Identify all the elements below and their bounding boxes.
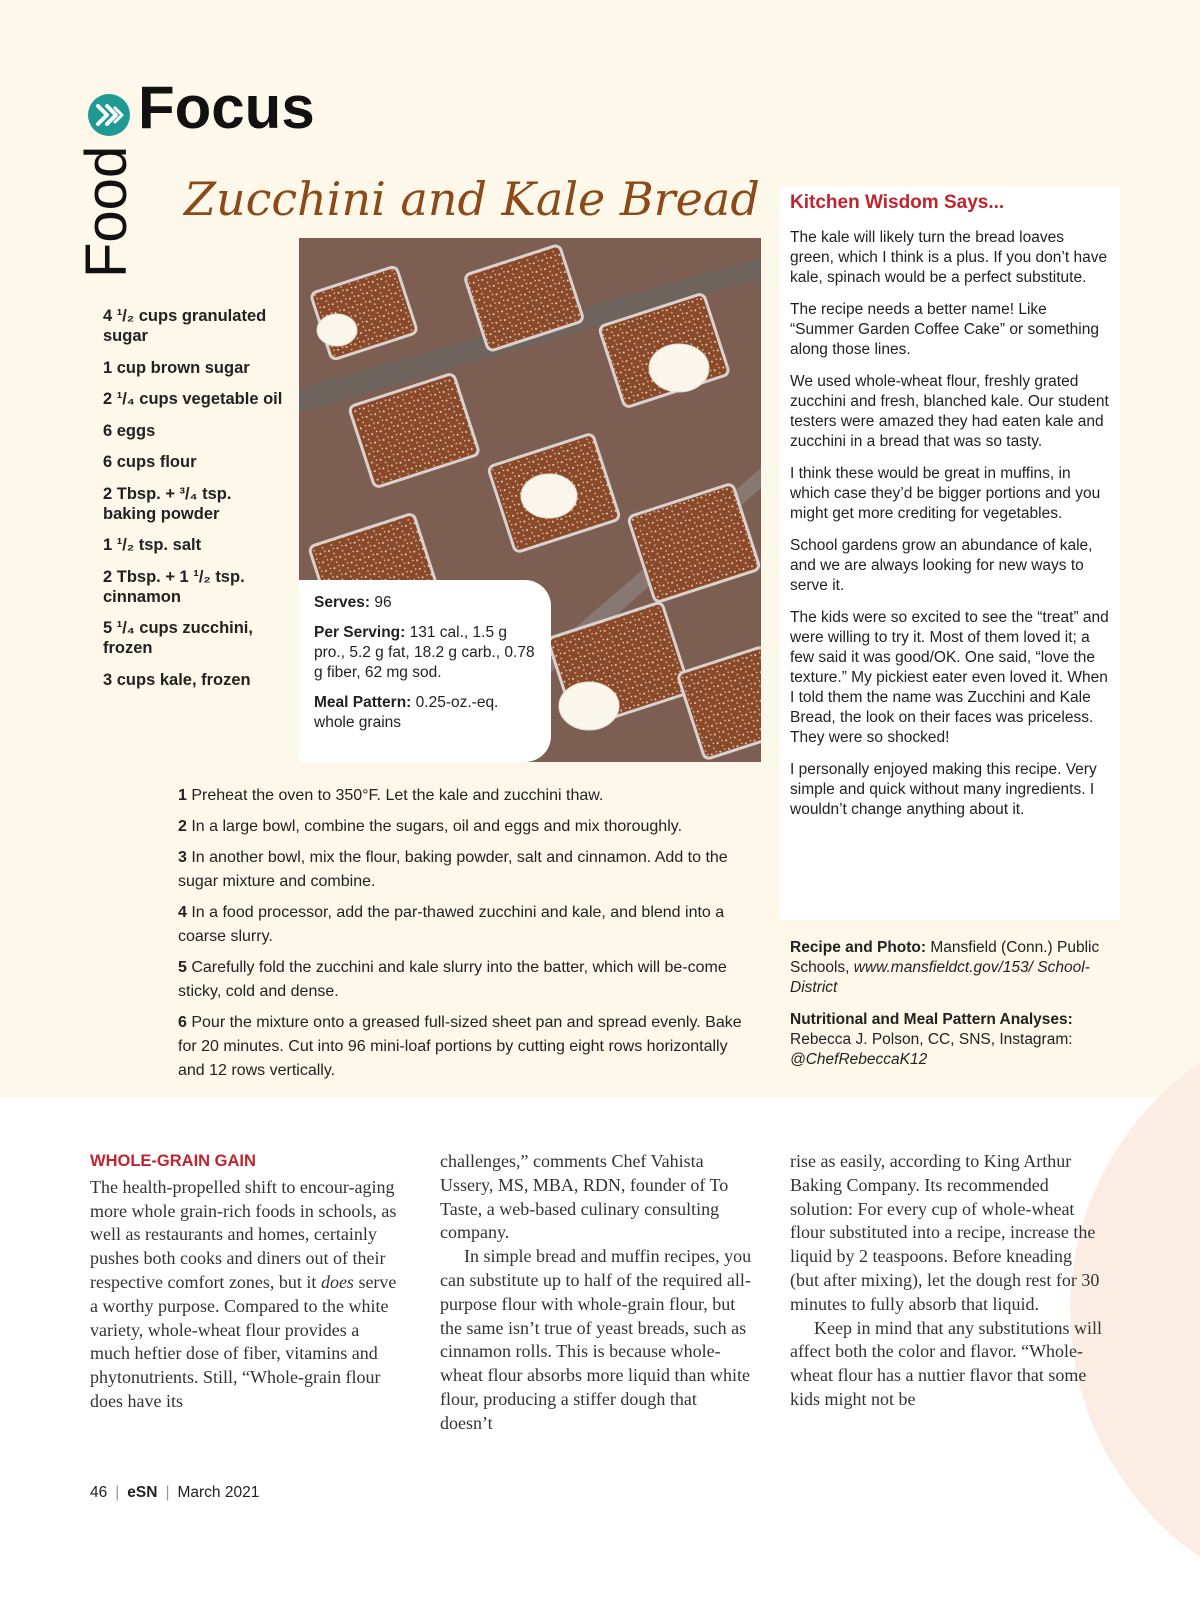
step-text: In another bowl, mix the flour, baking powder, salt and cinnamon. Add to the sugar mixture and combine. — [178, 849, 728, 890]
ingredient-item: 2 Tbsp. + ³/₄ tsp. baking powder — [103, 484, 232, 523]
footer-divider: | — [115, 1484, 120, 1501]
sidebar-paragraph: I personally enjoyed making this recipe. Very simple and quick without many ingredients. I wouldn’t change anything about it. — [790, 761, 1097, 818]
serves-value: 96 — [370, 594, 392, 611]
issue-date: March 2021 — [177, 1484, 260, 1501]
step-text: In a large bowl, combine the sugars, oil and eggs and mix thoroughly. — [186, 818, 683, 835]
photo-credit — [790, 938, 1110, 998]
double-chevron-right-icon — [88, 94, 130, 136]
step-number: 4 — [178, 904, 187, 921]
article-section-heading: WHOLE-GRAIN GAIN — [90, 1152, 256, 1170]
serves-line — [314, 593, 537, 613]
photo-credit-link[interactable]: www.mansfieldct.gov/153/ School-District — [790, 959, 1090, 996]
photo-credit-text: Mansfield (Conn.) Public Schools, — [790, 939, 1100, 976]
analysis-credit-text: Rebecca J. Polson, CC, SNS, Instagram: — [790, 1031, 1073, 1048]
footer-divider: | — [165, 1484, 170, 1501]
recipe-credits — [790, 938, 1110, 1082]
article-paragraph — [90, 1176, 402, 1414]
meal-pattern-line — [314, 693, 537, 733]
analysis-credit-label: Nutritional and Meal Pattern Analyses: — [790, 1011, 1073, 1028]
article-text: The health-propelled shift to encour-aging more whole grain-rich foods in schools, as well as restaurants and homes, certainly pushes both cooks and diners out of their respective comfort zones, but it — [90, 1176, 397, 1292]
sidebar-paragraph: School gardens grow an abundance of kale, and we are always looking for new ways to serve it. — [790, 537, 1093, 594]
article-emphasis: does — [320, 1271, 354, 1292]
step-item — [178, 846, 758, 894]
recipe-steps — [178, 784, 758, 1090]
article-paragraph: In simple bread and muffin recipes, you can substitute up to half of the required all-purpose flour with whole-grain flour, but the same isn’t true of yeast breads, such as cinnamon rolls. This is because whole-wheat flour absorbs more liquid than white flour, producing a stiffer dough that doesn’t — [440, 1246, 752, 1433]
sidebar-paragraph: I think these would be great in muffins, in which case they’d be bigger portions and you might get more crediting for vegetables. — [790, 465, 1101, 522]
sidebar-paragraph: The kids were so excited to see the “treat” and were willing to try it. Most of them loved it; a few said it was good/OK. One said, “love the texture.” My pickiest eater even loved it. When I told them the name was Zucchini and Kale Bread, the look on their faces was priceless. They were so shocked! — [790, 609, 1109, 746]
page-number: 46 — [90, 1484, 108, 1501]
article-paragraph: Keep in mind that any substitutions will affect both the color and flavor. “Whole-wheat flour has a nuttier flavor that some kids might not be — [790, 1317, 1102, 1409]
step-item — [178, 1011, 758, 1083]
kitchen-wisdom-sidebar — [780, 186, 1120, 920]
step-number: 5 — [178, 959, 187, 976]
meal-pattern-label: Meal Pattern: — [314, 694, 412, 711]
step-item — [178, 956, 758, 1004]
article-column-1 — [90, 1150, 402, 1414]
per-serving-value: 131 cal., 1.5 g pro., 5.2 g fat, 18.2 g carb., 0.78 g fiber, 62 mg sod. — [314, 624, 535, 681]
step-text: In a food processor, add the par-thawed zucchini and kale, and blend into a coarse slurry. — [178, 904, 725, 945]
photo-credit-label: Recipe and Photo: — [790, 939, 927, 956]
sidebar-paragraph: The recipe needs a better name! Like “Summer Garden Coffee Cake” or something along those lines. — [790, 301, 1099, 358]
article-column-2 — [440, 1150, 752, 1436]
instagram-handle[interactable]: @ChefRebeccaK12 — [790, 1051, 928, 1068]
step-text: Preheat the oven to 350°F. Let the kale and zucchini thaw. — [186, 787, 604, 804]
step-text: Pour the mixture onto a greased full-sized sheet pan and spread evenly. Bake for 20 minutes. Cut into 96 mini-loaf portions by cutting eight rows horizontally and 12 rows vertically. — [178, 1014, 742, 1079]
sidebar-paragraph: We used whole-wheat flour, freshly grated zucchini and fresh, blanched kale. Our student testers were amazed they had eaten kale and zucchini in a bread that was so tasty. — [790, 373, 1109, 450]
section-title-food: Food — [74, 145, 139, 278]
ingredient-item: 1 ¹/₂ tsp. salt — [103, 536, 202, 554]
per-serving-line — [314, 623, 537, 683]
meal-pattern-value: 0.25-oz.-eq. whole grains — [314, 694, 499, 731]
analysis-credit — [790, 1010, 1110, 1070]
recipe-title: Zucchini and Kale Bread — [184, 172, 760, 226]
per-serving-label: Per Serving: — [314, 624, 406, 641]
article-column-3 — [790, 1150, 1102, 1412]
ingredient-item: 1 cup brown sugar — [103, 358, 250, 377]
article-text: serve a worthy purpose. Compared to the white variety, whole-wheat flour provides a much heftier dose of fiber, vitamins and phytonutrients. Still, “Whole-grain flour does have its — [90, 1271, 397, 1411]
step-number: 6 — [178, 1014, 187, 1031]
step-item — [178, 784, 758, 808]
ingredient-item: 6 cups flour — [103, 453, 197, 471]
article-paragraph: challenges,” comments Chef Vahista Ussery, MS, MBA, RDN, founder of To Taste, a web-based culinary consulting company. — [440, 1151, 729, 1243]
sidebar-heading: Kitchen Wisdom Says... — [790, 192, 1005, 213]
ingredient-item: 3 cups kale, frozen — [103, 670, 251, 689]
magazine-name: eSN — [127, 1484, 158, 1501]
step-number: 2 — [178, 818, 187, 835]
ingredient-item: 6 eggs — [103, 421, 156, 440]
step-text: Carefully fold the zucchini and kale slurry into the batter, which will be-come sticky, cold and dense. — [178, 959, 727, 1000]
ingredient-item: 5 ¹/₄ cups zucchini, frozen — [103, 619, 253, 657]
step-item — [178, 901, 758, 949]
ingredient-item: 2 Tbsp. + 1 ¹/₂ tsp. cinnamon — [103, 567, 245, 606]
step-item — [178, 815, 758, 839]
section-title-focus: Focus — [138, 74, 315, 141]
ingredient-list — [103, 306, 283, 701]
nutrition-facts-box — [299, 580, 551, 762]
article-paragraph: rise as easily, according to King Arthur Baking Company. Its recommended solution: For every cup of whole-wheat flour substituted into a recipe, increase the liquid by 2 teaspoons. Before kneading (but after mixing), let the dough rest for 30 minutes to fully absorb that liquid. — [790, 1151, 1100, 1314]
step-number: 3 — [178, 849, 187, 866]
ingredient-item: 4 ¹/₂ cups granulated sugar — [103, 307, 267, 345]
step-number: 1 — [178, 787, 187, 804]
page-footer — [90, 1484, 259, 1502]
sidebar-paragraph: The kale will likely turn the bread loaves green, which I think is a plus. If you don’t have kale, spinach would be a perfect substitute. — [790, 229, 1108, 286]
ingredient-item: 2 ¹/₄ cups vegetable oil — [103, 390, 283, 408]
serves-label: Serves: — [314, 594, 371, 611]
